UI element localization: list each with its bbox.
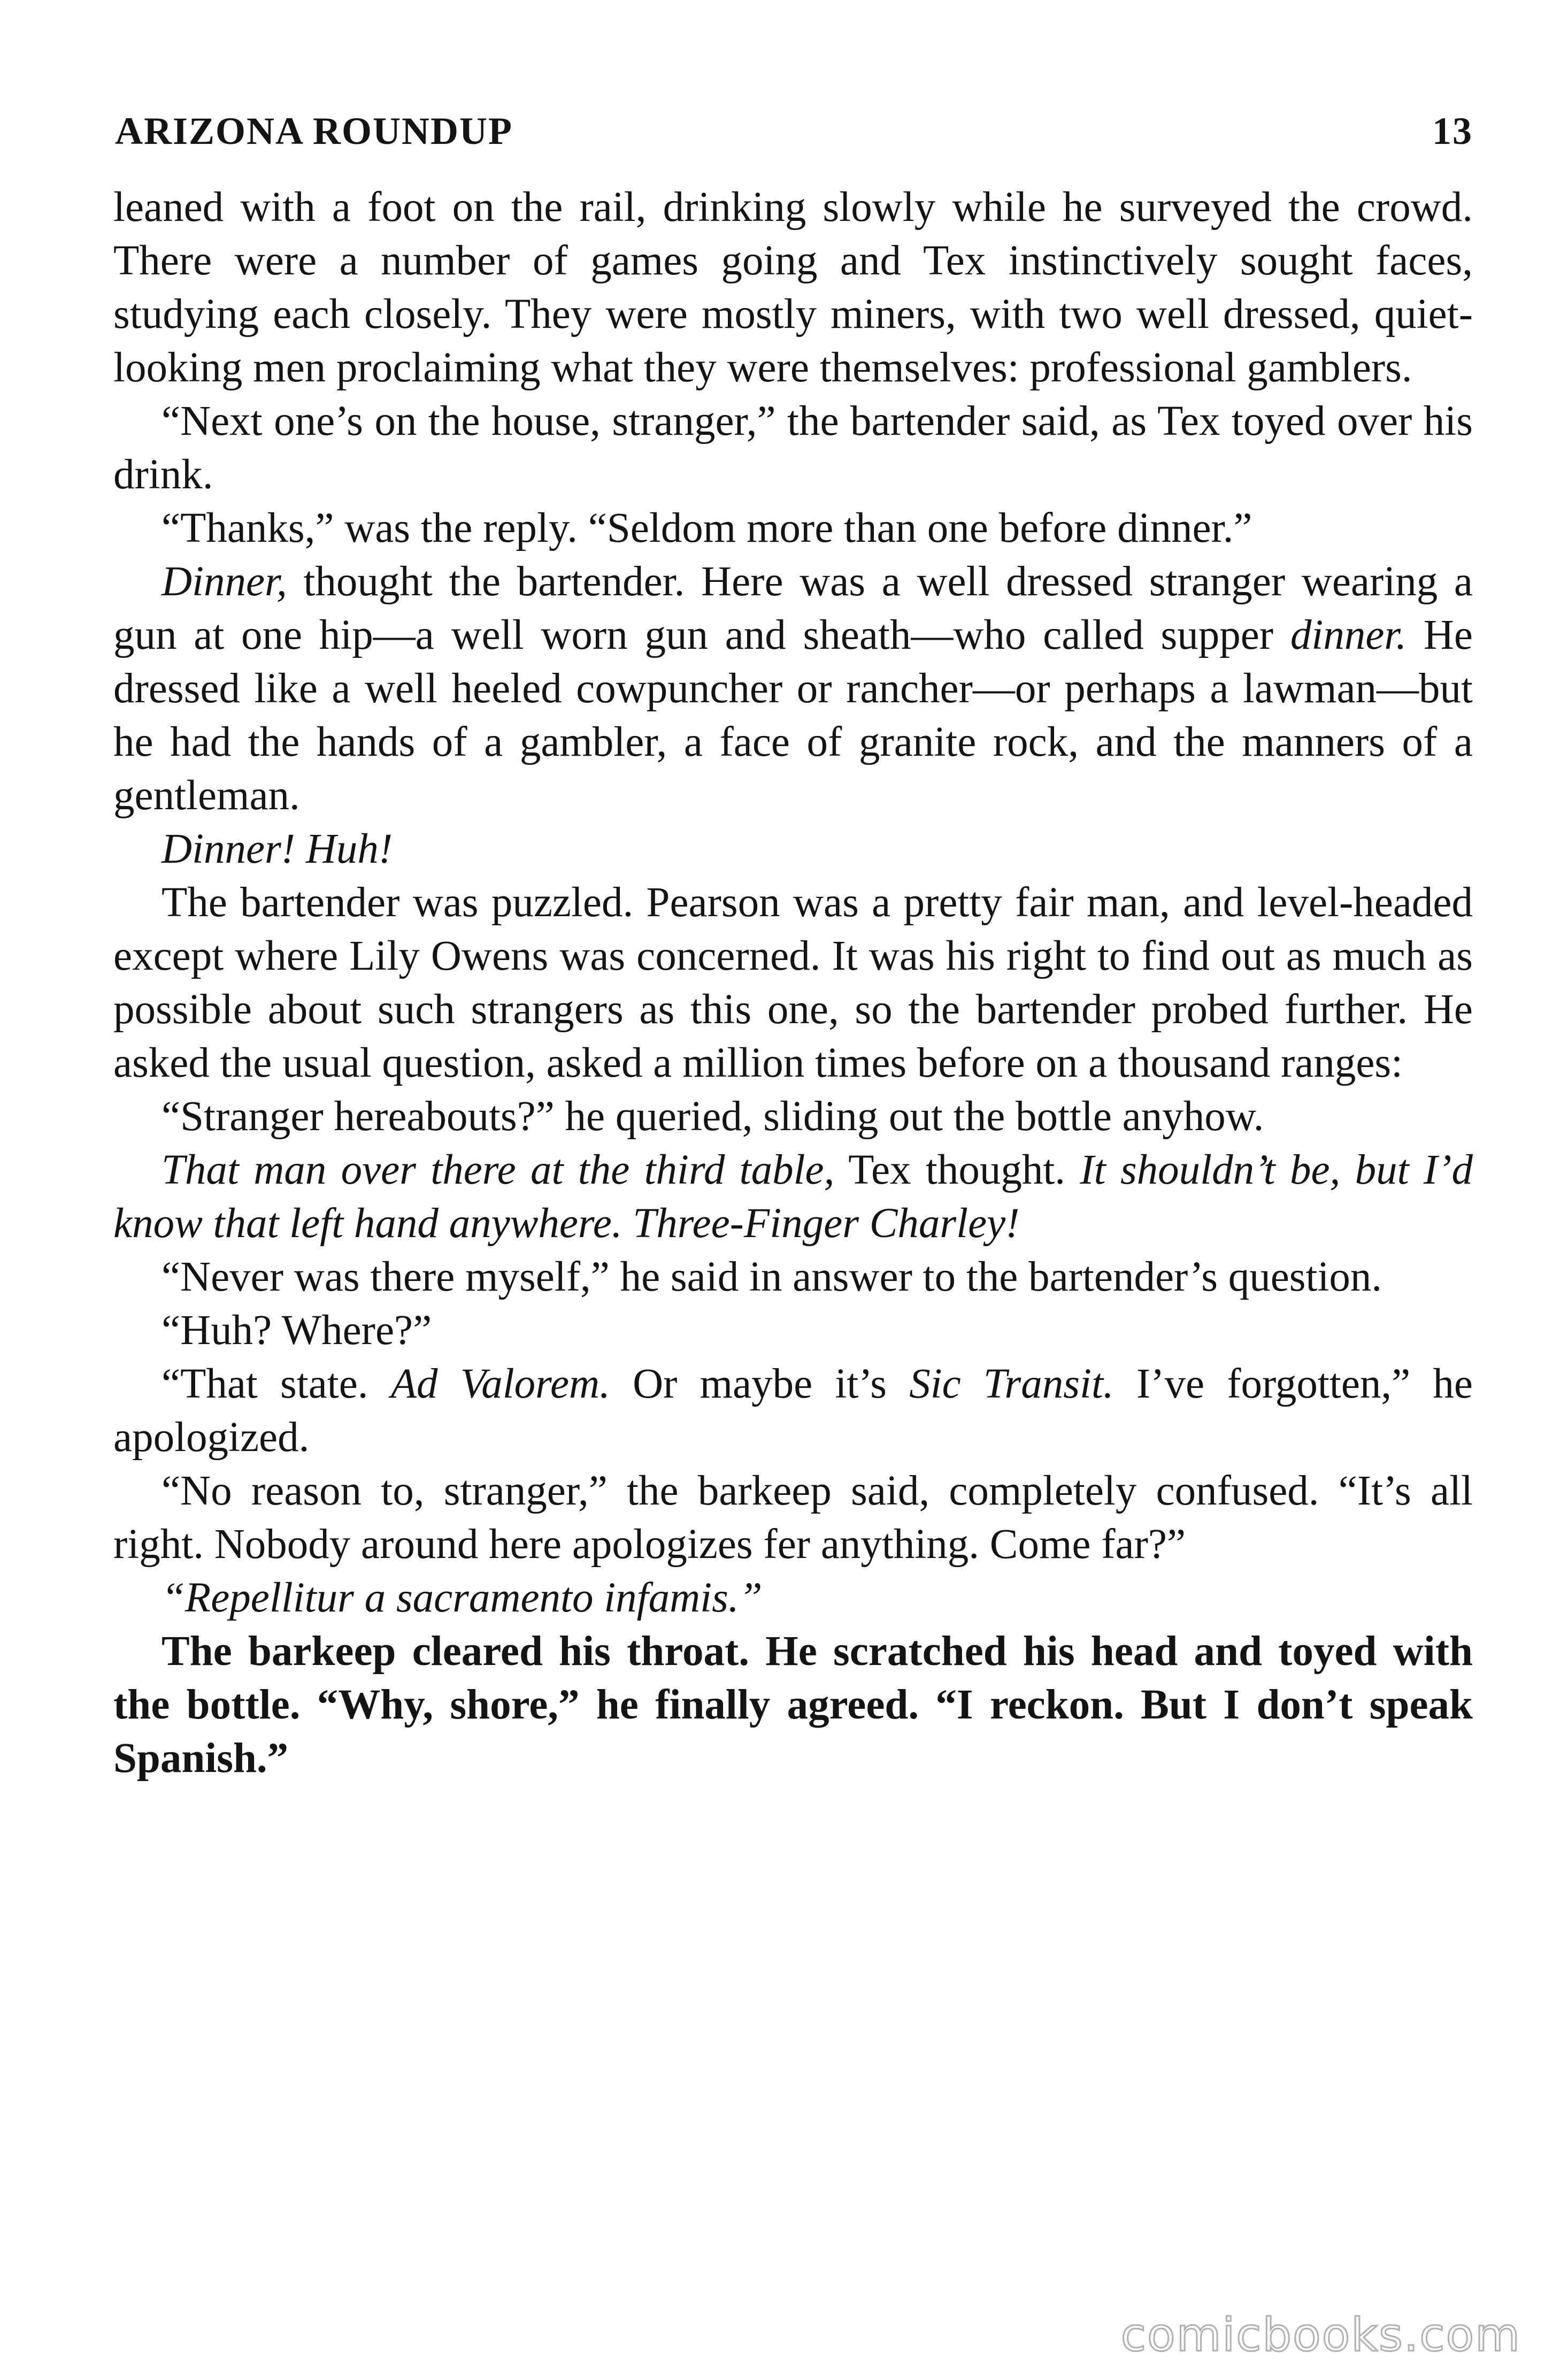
paragraph — [113, 1250, 1473, 1304]
italic-text: Dinner! Huh! — [162, 826, 393, 872]
paragraph — [113, 181, 1473, 395]
text-run: Or maybe it’s — [610, 1361, 910, 1407]
paragraph — [113, 876, 1473, 1090]
text-run: “That state. — [162, 1361, 391, 1407]
italic-text: It shouldn’t be, but I’d know that left hand anywhere. Three-Finger Charley! — [113, 1147, 1473, 1247]
paragraph — [113, 1090, 1473, 1144]
paragraph — [113, 502, 1473, 555]
paragraph — [113, 1357, 1473, 1464]
text-run: “Stranger hereabouts?” he queried, sliding out the bottle anyhow. — [162, 1093, 1264, 1140]
text-run: “No reason to, stranger,” the barkeep said, completely confused. “It’s all right. Nobody around here apologizes fer anything. Come far?” — [113, 1468, 1473, 1568]
text-run: “Next one’s on the house, stranger,” the bartender said, as Tex toyed over his drink. — [113, 398, 1473, 498]
text-run: Tex thought. — [834, 1147, 1080, 1193]
paragraph — [113, 1304, 1473, 1357]
paragraph — [113, 555, 1473, 823]
running-title: ARIZONA ROUNDUP — [115, 110, 513, 152]
watermark: comicbooks.com — [1120, 2308, 1521, 2362]
text-run: “Huh? Where?” — [162, 1307, 432, 1354]
italic-text: Dinner, — [162, 558, 287, 605]
paragraph — [113, 823, 1473, 876]
paragraph — [113, 1571, 1473, 1625]
text-run: He dressed like a well heeled cowpuncher or rancher—or perhaps a lawman—but he had the hands of a gambler, a face of granite rock, and the manners of a gentleman. — [113, 612, 1473, 819]
paragraph — [113, 395, 1473, 502]
text-run: The barkeep cleared his throat. He scratched his head and toyed with the bottle. “Why, shore,” he finally agreed. “I reckon. But I don’t speak Spanish.” — [113, 1628, 1473, 1782]
paragraph — [113, 1625, 1473, 1785]
text-run: “Thanks,” was the reply. “Seldom more than one before dinner.” — [162, 505, 1252, 551]
body-text — [113, 181, 1473, 1785]
text-run: The bartender was puzzled. Pearson was a pretty fair man, and level-headed except where Lily Owens was concerned. It was his right to find out as much as possible about such strangers as this one, so the bartender probed further. He asked the usual question, asked a million times before on a thousand ranges: — [113, 879, 1473, 1086]
page-number: 13 — [1432, 110, 1473, 152]
text-run: “Never was there myself,” he said in answer to the bartender’s question. — [162, 1254, 1382, 1300]
running-header — [115, 109, 1473, 168]
text-run: thought the bartender. Here was a well dressed stranger wearing a gun at one hip—a well worn gun and sheath—who called supper — [113, 558, 1473, 658]
italic-text: “Repellitur a sacramento infamis.” — [162, 1575, 763, 1621]
paragraph — [113, 1144, 1473, 1250]
italic-text: Ad Valorem. — [390, 1361, 610, 1407]
text-run: leaned with a foot on the rail, drinking slowly while he surveyed the crowd. There were a number of games going and Tex instinctively sought faces, studying each closely. They were mostly miners, with two well dressed, quiet-looking men proclaiming what they were themselves: professional gamblers. — [113, 184, 1473, 391]
italic-text: That man over there at the third table, — [162, 1147, 835, 1193]
text-run: I’ve forgotten,” he apologized. — [113, 1361, 1473, 1461]
italic-text: Sic Transit. — [909, 1361, 1114, 1407]
paragraph — [113, 1464, 1473, 1571]
italic-text: dinner. — [1290, 612, 1407, 658]
